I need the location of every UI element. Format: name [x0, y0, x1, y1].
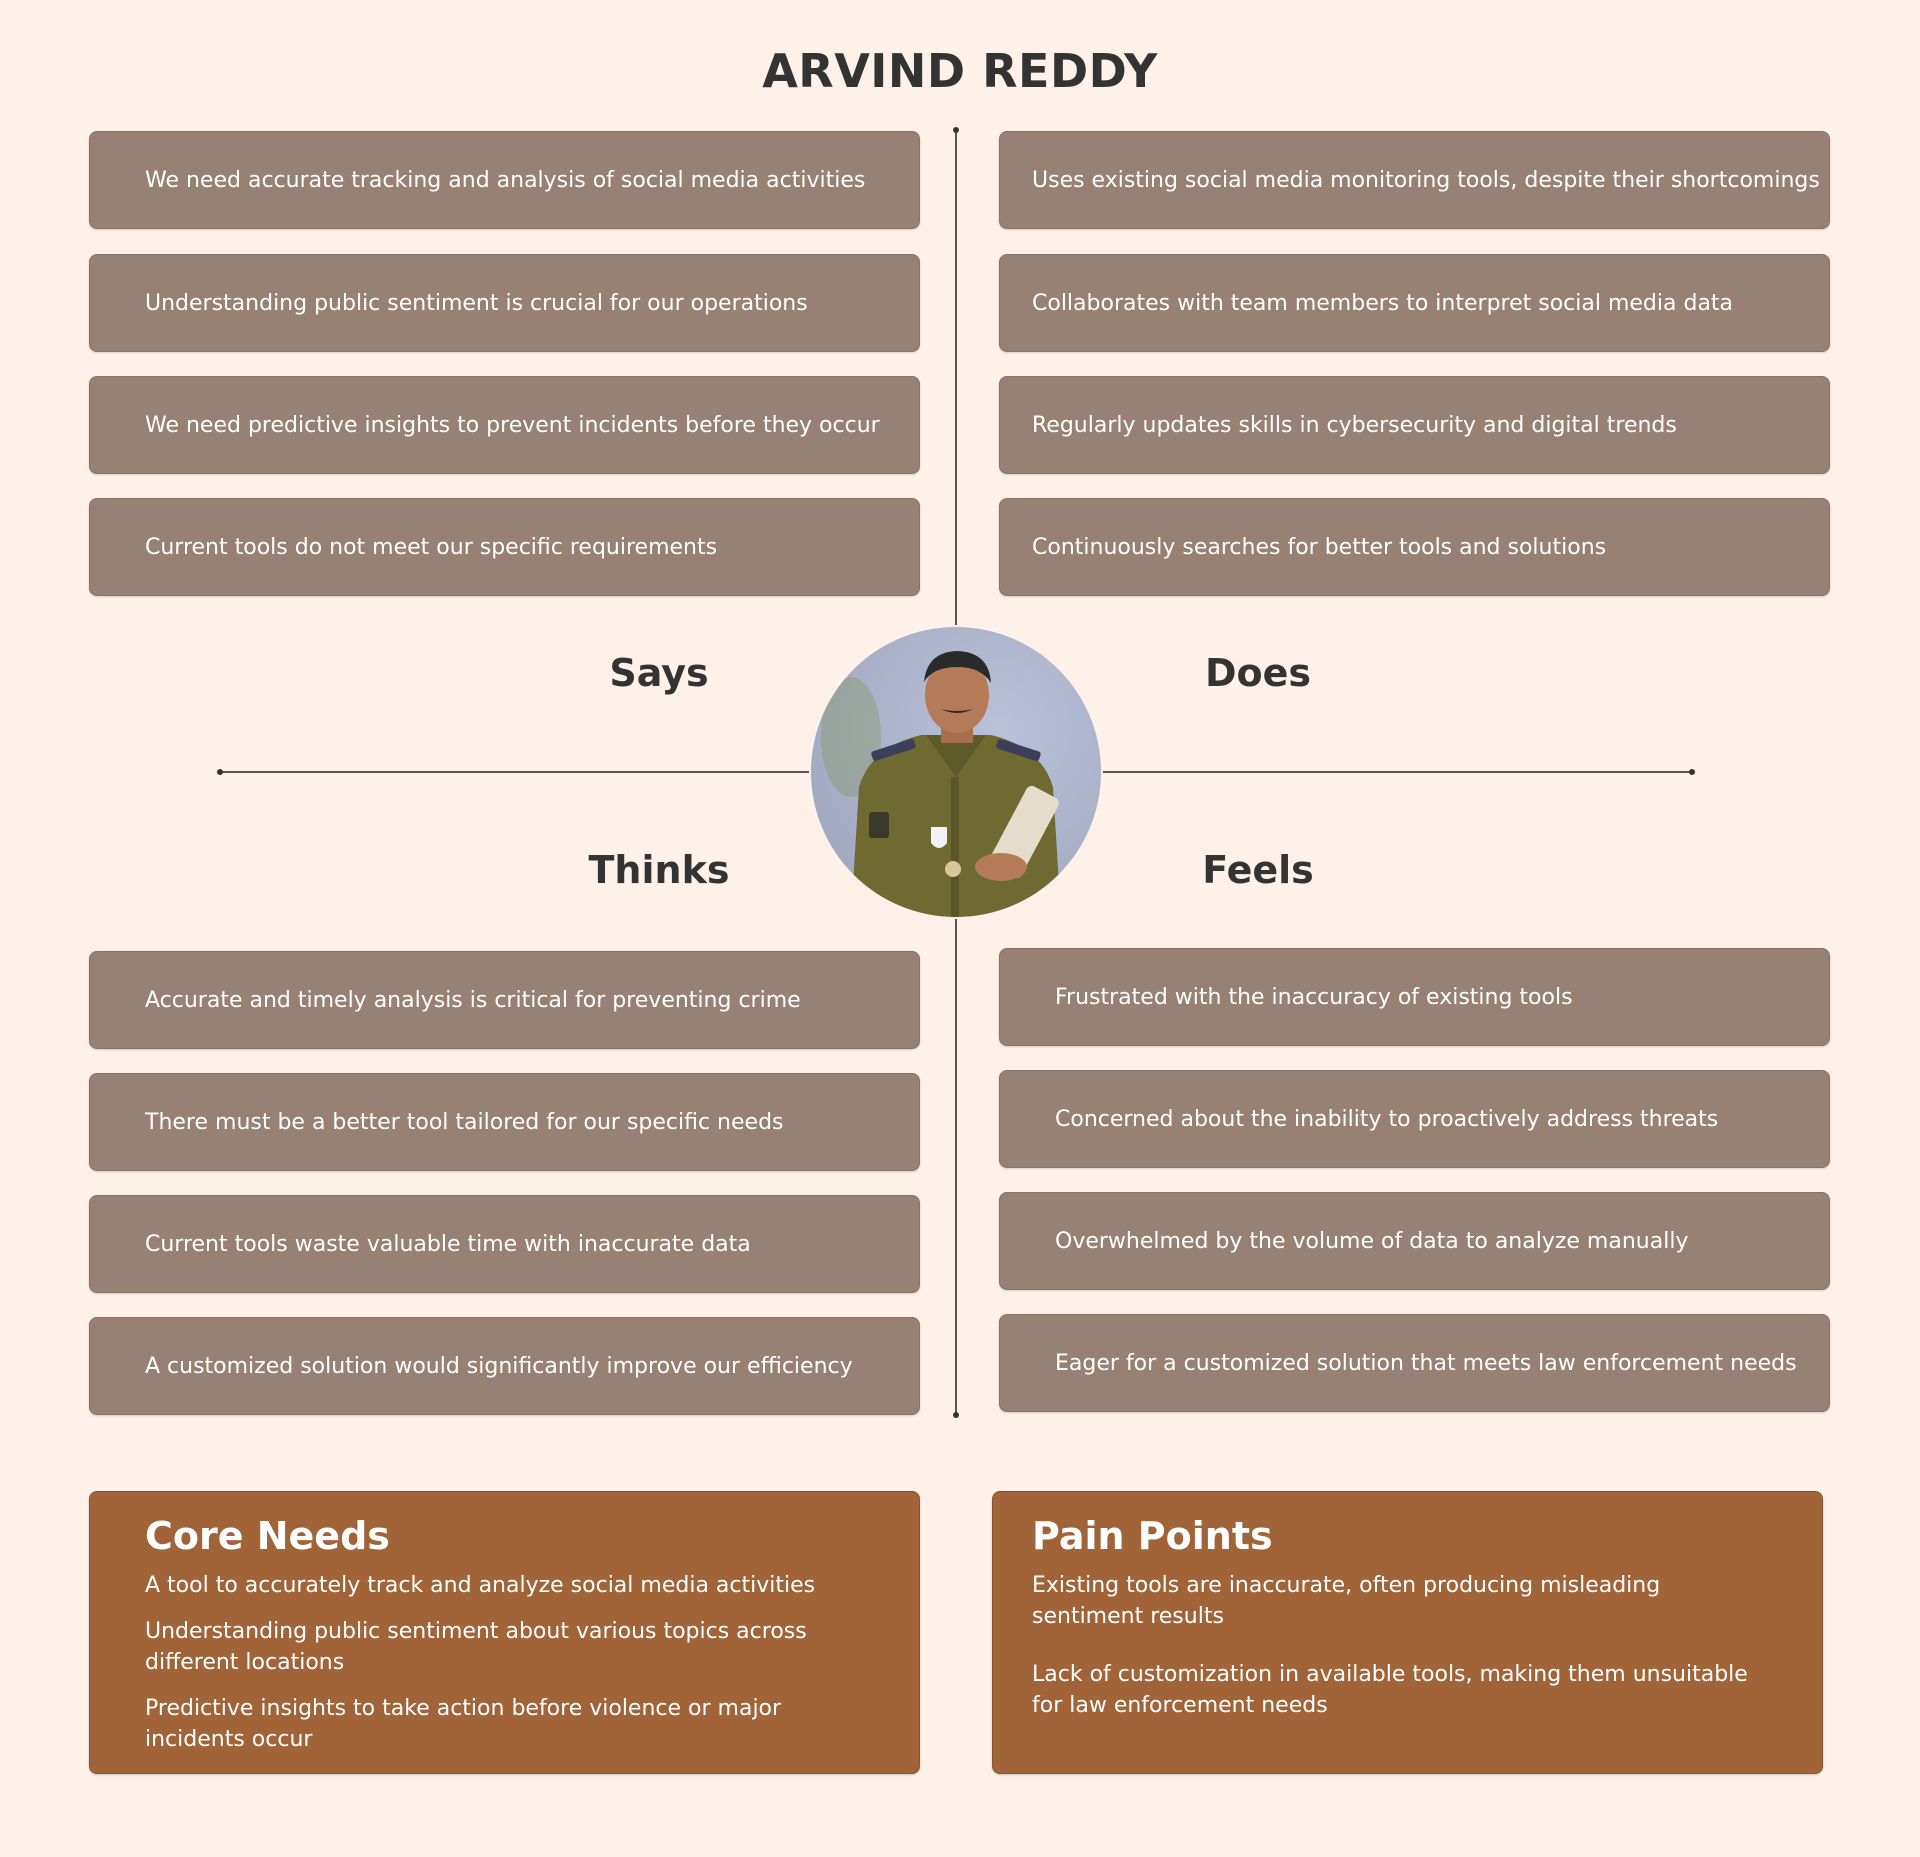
axis-end-dot-bottom [953, 1412, 959, 1418]
core-needs-item: Understanding public sentiment about various topics across different locations [145, 1619, 807, 1675]
core-needs-box [89, 1491, 920, 1774]
does-label: Does [1204, 651, 1312, 695]
feels-card [999, 948, 1830, 1046]
thinks-card [89, 1195, 920, 1293]
thinks-card [89, 1317, 920, 1415]
pain-points-item: Existing tools are inaccurate, often producing misleading sentiment results [1032, 1573, 1661, 1629]
feels-card-text: Frustrated with the inaccuracy of existing tools [1055, 984, 1573, 1010]
does-card [999, 254, 1830, 352]
feels-card-text: Overwhelmed by the volume of data to analyze manually [1055, 1228, 1689, 1254]
core-needs-heading: Core Needs [145, 1514, 390, 1558]
core-needs-item: Predictive insights to take action before violence or major incidents occur [145, 1696, 782, 1752]
thinks-card [89, 1073, 920, 1171]
does-card-text: Continuously searches for better tools and solutions [1032, 534, 1607, 560]
pain-points-heading: Pain Points [1032, 1514, 1273, 1558]
feels-card-text: Concerned about the inability to proactively address threats [1055, 1106, 1719, 1132]
does-card [999, 498, 1830, 596]
vertical-axis-top [955, 130, 957, 627]
thinks-card-text: There must be a better tool tailored for our specific needs [145, 1109, 784, 1135]
says-label: Says [609, 651, 709, 695]
says-card [89, 498, 920, 596]
horizontal-axis-left [220, 771, 811, 773]
thinks-card-text: Accurate and timely analysis is critical for preventing crime [145, 987, 801, 1013]
feels-card [999, 1070, 1830, 1168]
vertical-axis-bottom [955, 917, 957, 1415]
feels-card [999, 1314, 1830, 1412]
horizontal-axis-right [1101, 771, 1693, 773]
feels-label: Feels [1202, 848, 1314, 892]
officer-portrait-icon [811, 627, 1101, 917]
says-card-text: Current tools do not meet our specific requirements [145, 534, 718, 560]
feels-card [999, 1192, 1830, 1290]
persona-avatar [811, 627, 1101, 917]
says-card-text: Understanding public sentiment is crucial for our operations [145, 290, 808, 316]
does-card-text: Collaborates with team members to interpret social media data [1032, 290, 1734, 316]
thinks-card-text: Current tools waste valuable time with inaccurate data [145, 1231, 751, 1257]
feels-card-text: Eager for a customized solution that meets law enforcement needs [1055, 1350, 1797, 1376]
says-card [89, 376, 920, 474]
pain-points-box [992, 1491, 1823, 1774]
says-card-text: We need accurate tracking and analysis of social media activities [145, 167, 866, 193]
thinks-label: Thinks [588, 848, 730, 892]
persona-name: ARVIND REDDY [762, 44, 1158, 98]
says-card-text: We need predictive insights to prevent incidents before they occur [145, 412, 880, 438]
thinks-card-text: A customized solution would significantly improve our efficiency [145, 1353, 853, 1379]
thinks-card [89, 951, 920, 1049]
axis-end-dot-top [953, 127, 959, 133]
does-card [999, 131, 1830, 229]
pain-points-item: Lack of customization in available tools, making them unsuitable for law enforcement needs [1032, 1662, 1748, 1718]
does-card [999, 376, 1830, 474]
does-card-text: Uses existing social media monitoring tools, despite their shortcomings [1032, 167, 1820, 193]
axis-end-dot-right [1689, 769, 1695, 775]
axis-end-dot-left [217, 769, 223, 775]
says-card [89, 254, 920, 352]
does-card-text: Regularly updates skills in cybersecurity and digital trends [1032, 412, 1677, 438]
core-needs-item: A tool to accurately track and analyze social media activities [145, 1573, 816, 1598]
says-card [89, 131, 920, 229]
